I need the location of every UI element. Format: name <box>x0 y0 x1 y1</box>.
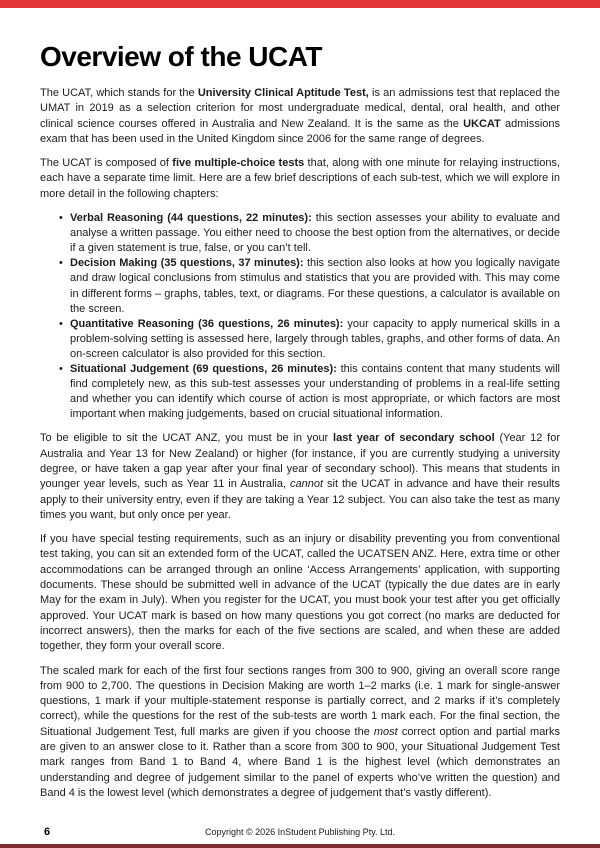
text-run: correct option and partial marks are given to an answer close to it. Rather than a score from 300 to 900, your Situational Judgement Test mark ranges from Band 1 to Band 4, where Band 1 is the highest level (which demonstrates an understanding and degree of judgement similar to the panel of experts who’ve written the question) and Band 4 is the lowest level (which demonstrates a degree of judgement that’s vastly different). <box>40 725 560 799</box>
text-run: most <box>373 725 398 738</box>
text-run: University Clinical Aptitude Test, <box>197 87 369 99</box>
bullet-icon: • <box>59 363 63 376</box>
paragraph <box>40 86 560 147</box>
bullet-icon: • <box>59 317 63 330</box>
bullet-item <box>40 256 560 316</box>
paragraph <box>40 532 560 654</box>
text-run: this section also looks at how you logically navigate and draw logical conclusions from stimulus and statistics that you are provided with. This may come in different forms – graphs, tables, text, or diagrams. For these questions, a calculator is available on the screen. <box>70 257 560 315</box>
page-content <box>40 8 560 810</box>
page-footer <box>0 824 600 838</box>
bullet-icon: • <box>59 257 63 270</box>
bullet-item <box>40 211 560 256</box>
text-run: To be eligible to sit the UCAT ANZ, you must be in your <box>40 432 334 445</box>
bullet-item <box>40 317 560 362</box>
text-run: If you have special testing requirements, such as an injury or disability preventing you from conventional test taking, you can sit an extended form of the UCAT, called the UCATSEN ANZ. Here, extra time or other accommodations can be arranged through an online ‘Access Arrangements’ application, with supporting documents. These should be submitted well in advance of the UCAT (typically the due dates are in early May for the exam in July). When you register for the UCAT, you must book your test after you get officially approved. Your UCAT mark is based on how many questions you got correct (no marks are deducted for incorrect answers), then the marks for each of the five sections are scaled, and when these are added together, they form your overall score. <box>40 533 560 653</box>
paragraph <box>40 431 560 523</box>
page-number: 6 <box>44 826 51 838</box>
text-run: Quantitative Reasoning (36 questions, 26 minutes): <box>70 317 344 330</box>
bullet-item <box>40 362 560 422</box>
text-run: admissions exam that has been used in the United Kingdom since 2006 for the same range of degrees. <box>40 117 560 145</box>
text-run: that, along with one minute for relaying instructions, each have a separate time limit. Here are a few brief descriptions of each sub-test, which we will explore in more detail in the following chapters: <box>40 157 560 200</box>
text-run: Decision Making (35 questions, 37 minutes): <box>70 257 304 270</box>
text-run: last year of secondary school <box>333 432 495 445</box>
bullet-icon: • <box>59 212 63 225</box>
paragraph <box>40 156 560 202</box>
text-run: The UCAT, which stands for the <box>40 87 198 99</box>
text-run: this section assesses your ability to evaluate and analyse a written passage. You either need to choose the best option from the alternatives, or decide if a given statement is true, false, or you can’t tell. <box>70 212 561 255</box>
bullet-list <box>40 211 560 422</box>
text-run: is an admissions test that replaced the UMAT in 2019 as a selection criterion for most undergraduate medical, dental, oral health, and other clinical science courses offered in Australia and New Zealand. It is the same as the <box>40 87 560 130</box>
text-run: The UCAT is composed of <box>40 157 173 170</box>
text-run: your capacity to apply numerical skills in a problem-solving setting is assessed here, largely through tables, graphs, and other forms of data. An on-screen calculator is also provided for this section. <box>70 317 560 360</box>
copyright-text: Copyright © 2026 InStudent Publishing Pty. Ltd. <box>204 827 396 837</box>
text-run: Situational Judgement (69 questions, 26 minutes): <box>70 363 337 376</box>
text-run: sit the UCAT in advance and have their results apply to their university entry, even if they are taking a Year 12 subject. You can also take the test as many times you want, but only once per year. <box>40 478 560 521</box>
text-run: this contains content that many students will find completely new, as this sub-test assesses your understanding of problems in a real-life setting and whether you can identify which course of action is most appropriate, or which factors are most important when making judgements, based on crucial situational information. <box>70 363 560 421</box>
text-run: UKCAT <box>463 117 501 130</box>
text-run: cannot <box>290 478 324 491</box>
body-text <box>40 86 560 801</box>
top-accent-bar <box>0 0 600 8</box>
text-run: five multiple-choice tests <box>172 157 305 170</box>
text-run: The scaled mark for each of the first four sections ranges from 300 to 900, giving an overall score range from 900 to 2,700. The questions in Decision Making are worth 1–2 marks (i.e. 1 mark for single-answer questions, 1 mark if your multiple-statement response is partially correct, and 2 marks if it’s completely correct), while the questions for the rest of the sub-tests are worth 1 mark each. For the final section, the Situational Judgement Test, full marks are given if you choose the <box>40 664 560 738</box>
page-title: Overview of the UCAT <box>40 41 322 72</box>
bottom-accent-bar <box>0 844 600 848</box>
paragraph <box>40 664 560 802</box>
text-run: Verbal Reasoning (44 questions, 22 minutes): <box>70 212 312 225</box>
text-run: (Year 12 for Australia and Year 13 for New Zealand) or higher (for instance, if you are currently studying a university degree, or have taken a gap year after your final year of secondary school). This means that students in younger year levels, such as Year 11 in Australia, <box>40 432 560 491</box>
